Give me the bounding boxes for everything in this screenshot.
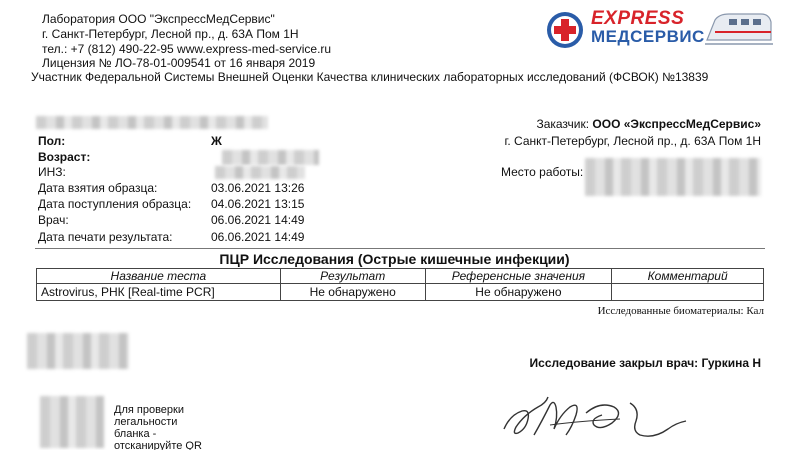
doctor-signature (490, 385, 710, 450)
sex-label: Пол: (38, 134, 66, 148)
sample-taken-label: Дата взятия образца: (38, 181, 158, 195)
doctor-value: 06.06.2021 14:49 (211, 213, 305, 227)
age-redacted (222, 150, 319, 165)
workplace-redacted (585, 158, 761, 196)
sample-taken-value: 03.06.2021 13:26 (211, 181, 305, 195)
comment-cell (612, 284, 764, 301)
qr-text-line: бланка - (114, 428, 157, 440)
results-table (36, 268, 764, 301)
stamp-redacted (27, 333, 129, 369)
train-icon (705, 10, 773, 48)
medical-cross-icon (545, 10, 585, 50)
reference-cell: Не обнаружено (425, 284, 612, 301)
sample-received-value: 04.06.2021 13:15 (211, 197, 305, 211)
qr-instructions (114, 404, 202, 450)
col-header-reference: Референсные значения (425, 269, 612, 284)
table-row (37, 284, 764, 301)
col-header-test-name: Название теста (37, 269, 281, 284)
col-header-result: Результат (280, 269, 425, 284)
doctor-label: Врач: (38, 213, 69, 227)
age-label: Возраст: (38, 150, 91, 164)
customer-line (536, 117, 761, 131)
lab-name: Лаборатория ООО "ЭкспрессМедСервис" (42, 12, 275, 26)
logo-express-text: EXPRESS (591, 8, 685, 29)
sex-value: Ж (211, 134, 222, 148)
qr-code-redacted (40, 396, 104, 448)
col-header-comment: Комментарий (612, 269, 764, 284)
print-date-value: 06.06.2021 14:49 (211, 230, 305, 244)
lab-address: г. Санкт-Петербург, Лесной пр., д. 63А Пом 1Н (42, 27, 299, 41)
inz-redacted (215, 166, 305, 179)
result-cell: Не обнаружено (280, 284, 425, 301)
inz-label: ИНЗ: (38, 165, 66, 179)
biomaterials-note: Исследованные биоматериалы: Кал (597, 305, 764, 317)
table-header-row (37, 269, 764, 284)
customer-name: ООО «ЭкспрессМедСервис» (592, 117, 761, 131)
qr-text-line: Для проверки (114, 404, 184, 416)
qr-text-line: легальности (114, 416, 178, 428)
print-date-label: Дата печати результата: (38, 230, 173, 244)
lab-license: Лицензия № ЛО-78-01-009541 от 16 января 2019 (42, 56, 316, 70)
customer-address: г. Санкт-Петербург, Лесной пр., д. 63А Пом 1Н (504, 134, 761, 148)
test-name-cell: Astrovirus, РНК [Real-time PCR] (37, 284, 281, 301)
closed-by-doctor: Исследование закрыл врач: Гуркина Н (529, 356, 761, 370)
patient-name-redacted (36, 116, 268, 129)
workplace-label: Место работы: (501, 165, 584, 179)
sample-received-label: Дата поступления образца: (38, 197, 192, 211)
section-divider (35, 248, 765, 249)
company-logo (545, 8, 775, 50)
fsvok-participant: Участник Федеральной Системы Внешней Оценки Качества клинических лабораторных исследований (ФСВОК) №13839 (31, 70, 709, 84)
logo-medservice-text: МЕДСЕРВИС (591, 27, 705, 46)
customer-label: Заказчик: (536, 117, 590, 131)
lab-contacts: тел.: +7 (812) 490-22-95 www.express-med-service.ru (42, 42, 332, 56)
section-title: ПЦР Исследования (Острые кишечные инфекции) (219, 251, 570, 267)
qr-text-line: отсканируйте QR (114, 440, 202, 450)
